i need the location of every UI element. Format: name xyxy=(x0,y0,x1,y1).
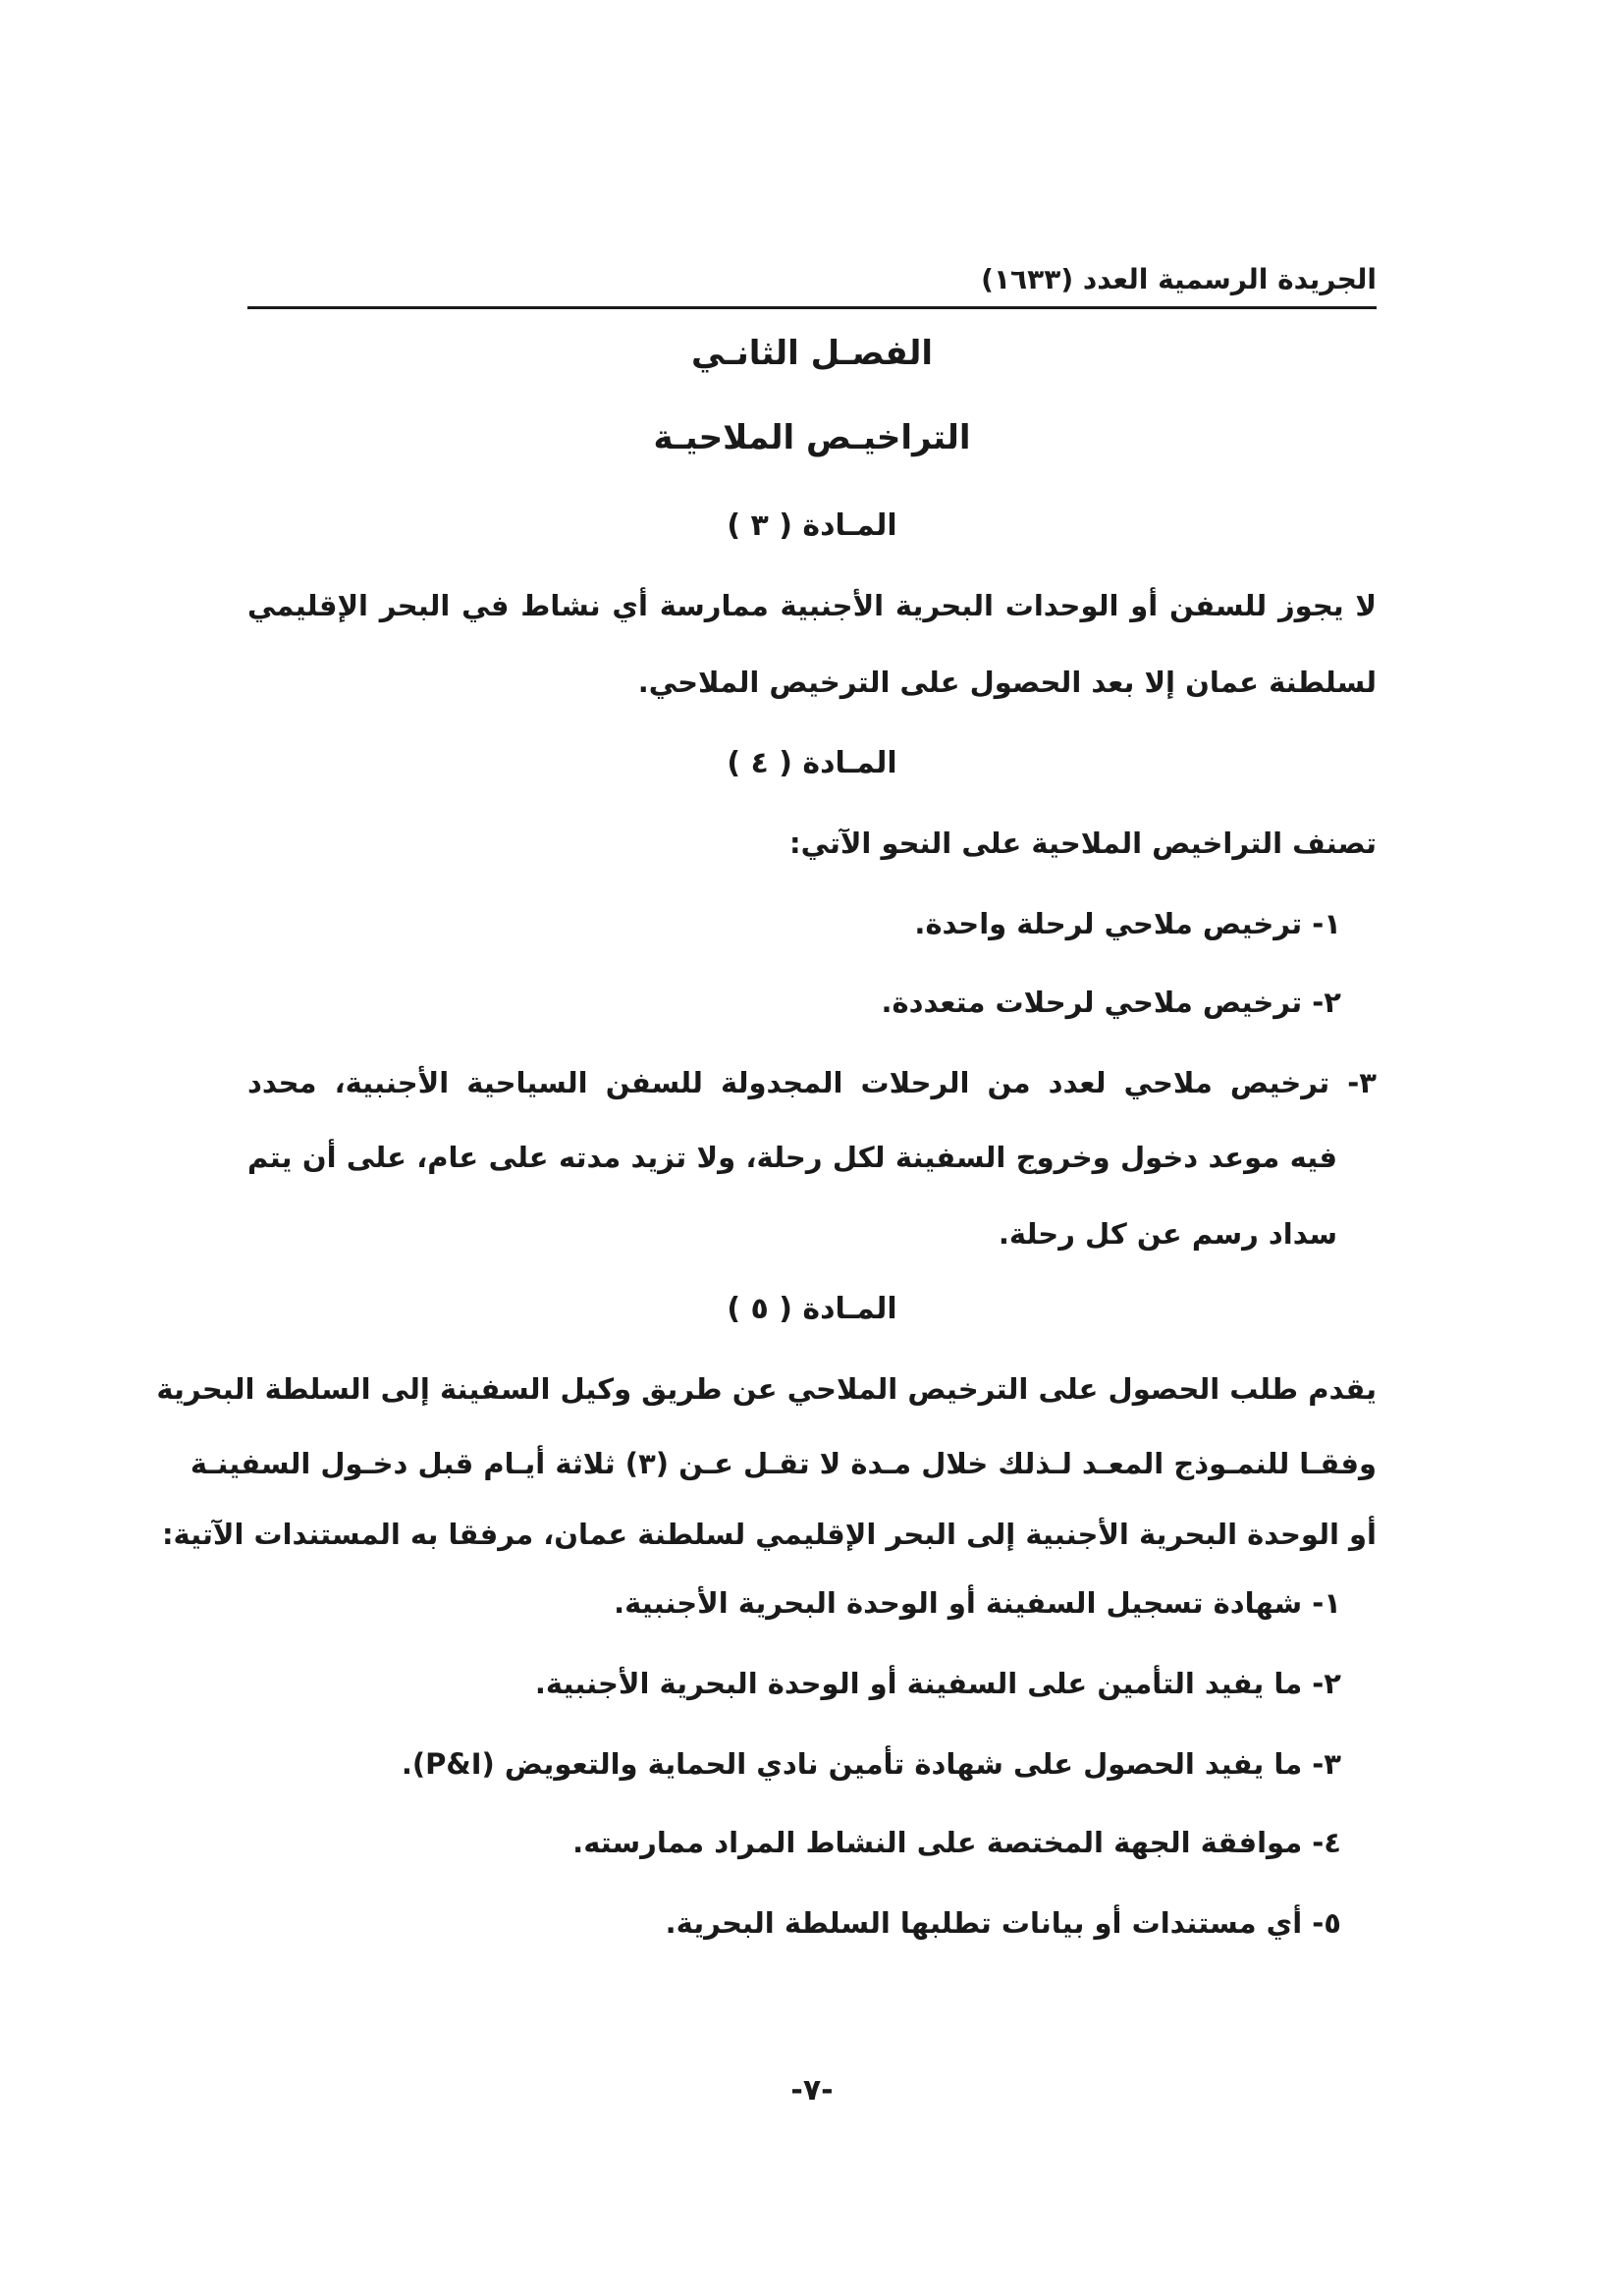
article-5-line-1: يقدم طلب الحصول على الترخيص الملاحي عن طريق وكيل السفينة إلى السلطة البحرية xyxy=(156,1372,1377,1406)
article-4-heading: المـادة ( ٤ ) xyxy=(727,746,897,780)
article-4-item-1: ١- ترخيص ملاحي لرحلة واحدة. xyxy=(914,907,1341,940)
chapter-subject: التراخيـص الملاحيـة xyxy=(653,418,971,457)
article-4-intro: تصنف التراخيص الملاحية على النحو الآتي: xyxy=(789,827,1377,860)
article-4-item-2: ٢- ترخيص ملاحي لرحلات متعددة. xyxy=(881,986,1341,1019)
article-5-item-1: ١- شهادة تسجيل السفينة أو الوحدة البحرية الأجنبية. xyxy=(614,1586,1341,1620)
page-header xyxy=(247,257,1377,309)
article-3-line-1: لا يجوز للسفن أو الوحدات البحرية الأجنبية ممارسة أي نشاط في البحر الإقليمي xyxy=(247,589,1377,622)
article-3-heading: المـادة ( ٣ ) xyxy=(727,508,897,543)
article-5-item-4: ٤- موافقة الجهة المختصة على النشاط المراد ممارسته. xyxy=(572,1826,1341,1859)
article-5-item-2: ٢- ما يفيد التأمين على السفينة أو الوحدة البحرية الأجنبية. xyxy=(534,1667,1341,1700)
article-4-item-3-line-2: فيه موعد دخول وخروج السفينة لكل رحلة، ولا تزيد مدته على عام، على أن يتم xyxy=(247,1141,1337,1174)
article-5-item-5: ٥- أي مستندات أو بيانات تطلبها السلطة البحرية. xyxy=(665,1906,1341,1940)
page-number: -٧- xyxy=(790,2073,834,2108)
article-4-item-3: ٣- ترخيص ملاحي لعدد من الرحلات المجدولة للسفن السياحية الأجنبية، محدد xyxy=(247,1066,1377,1099)
article-4-item-3-line-3: سداد رسم عن كل رحلة. xyxy=(998,1217,1337,1251)
article-5-item-3: ٣- ما يفيد الحصول على شهادة تأمين نادي الحماية والتعويض (P&I). xyxy=(401,1747,1341,1781)
article-3-line-2: لسلطنة عمان إلا بعد الحصول على الترخيص الملاحي. xyxy=(637,666,1377,699)
article-5-line-2: وفقـا للنمـوذج المعـد لـذلك خلال مـدة لا تقـل عـن (٣) ثلاثة أيـام قبل دخـول السفينـة xyxy=(189,1447,1377,1480)
chapter-title: الفصـل الثانـي xyxy=(690,334,934,373)
article-5-line-3: أو الوحدة البحرية الأجنبية إلى البحر الإقليمي لسلطنة عمان، مرفقا به المستندات الآتية: xyxy=(161,1518,1377,1551)
article-5-heading: المـادة ( ٥ ) xyxy=(727,1292,897,1326)
header-title: الجريدة الرسمية العدد (١٦٣٣) xyxy=(981,263,1377,295)
